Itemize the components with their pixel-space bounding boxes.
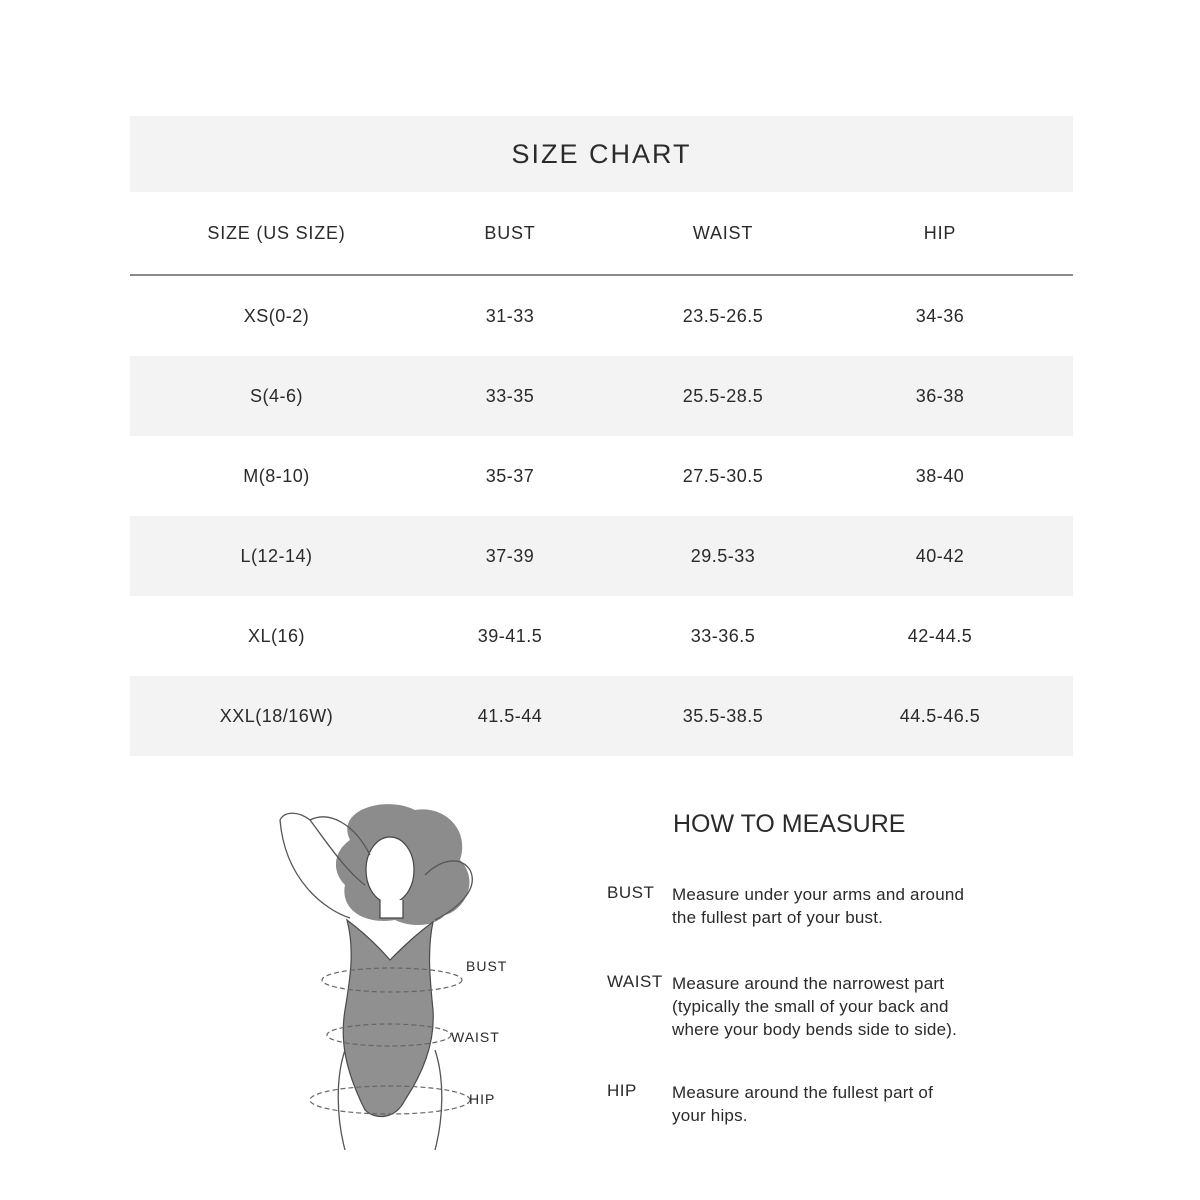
header-size: SIZE (US SIZE): [207, 222, 346, 243]
size-cell: L(12-14): [240, 545, 313, 566]
table-row: [130, 676, 1073, 756]
measure-desc-bust: [672, 883, 992, 929]
desc-line: your hips.: [672, 1106, 748, 1125]
header-waist: WAIST: [692, 222, 754, 243]
hip-cell: 42-44.5: [907, 625, 973, 646]
size-chart-title: SIZE CHART: [130, 116, 1073, 192]
bust-cell: 41.5-44: [477, 705, 543, 726]
waist-cell: 27.5-30.5: [682, 465, 764, 486]
table-row: [130, 596, 1073, 676]
desc-line: where your body bends side to side).: [672, 1020, 958, 1039]
table-row: [130, 356, 1073, 436]
waist-cell: 23.5-26.5: [682, 305, 764, 326]
figure-label-hip: HIP: [469, 1091, 496, 1107]
desc-line: Measure around the narrowest part: [672, 974, 945, 993]
hip-cell: 36-38: [915, 385, 965, 406]
size-chart-table: [130, 116, 1073, 756]
hip-cell: 34-36: [915, 305, 965, 326]
desc-line: the fullest part of your bust.: [672, 908, 884, 927]
size-cell: XL(16): [247, 625, 306, 646]
bust-cell: 39-41.5: [477, 625, 543, 646]
figure-label-waist: WAIST: [451, 1029, 500, 1045]
bust-cell: 31-33: [485, 305, 535, 326]
waist-cell: 25.5-28.5: [682, 385, 764, 406]
size-cell: XS(0-2): [243, 305, 310, 326]
table-header-row: [130, 192, 1073, 276]
size-cell: M(8-10): [243, 465, 310, 486]
waist-cell: 35.5-38.5: [682, 705, 764, 726]
measure-term-waist: WAIST: [607, 972, 663, 991]
figure-label-bust: BUST: [466, 958, 508, 974]
hip-cell: 38-40: [915, 465, 965, 486]
table-row: [130, 276, 1073, 356]
face-shape: [366, 837, 414, 903]
measure-term-bust: BUST: [607, 883, 655, 902]
hip-cell: 40-42: [915, 545, 965, 566]
measure-desc-waist: [672, 972, 992, 1041]
measure-desc-hip: [672, 1081, 992, 1127]
waist-cell: 33-36.5: [690, 625, 756, 646]
size-cell: S(4-6): [249, 385, 303, 406]
bust-cell: 33-35: [485, 385, 535, 406]
how-to-measure-title: HOW TO MEASURE: [673, 810, 906, 838]
header-hip: HIP: [923, 222, 957, 243]
bust-cell: 35-37: [485, 465, 535, 486]
waist-cell: 29.5-33: [690, 545, 756, 566]
measure-term-hip: HIP: [607, 1081, 637, 1100]
table-row: [130, 436, 1073, 516]
header-bust: BUST: [484, 222, 536, 243]
table-row: [130, 516, 1073, 596]
desc-line: Measure around the fullest part of: [672, 1083, 934, 1102]
desc-line: (typically the small of your back and: [672, 997, 949, 1016]
hip-cell: 44.5-46.5: [899, 705, 981, 726]
size-cell: XXL(18/16W): [219, 705, 334, 726]
bust-cell: 37-39: [485, 545, 535, 566]
desc-line: Measure under your arms and around: [672, 885, 965, 904]
